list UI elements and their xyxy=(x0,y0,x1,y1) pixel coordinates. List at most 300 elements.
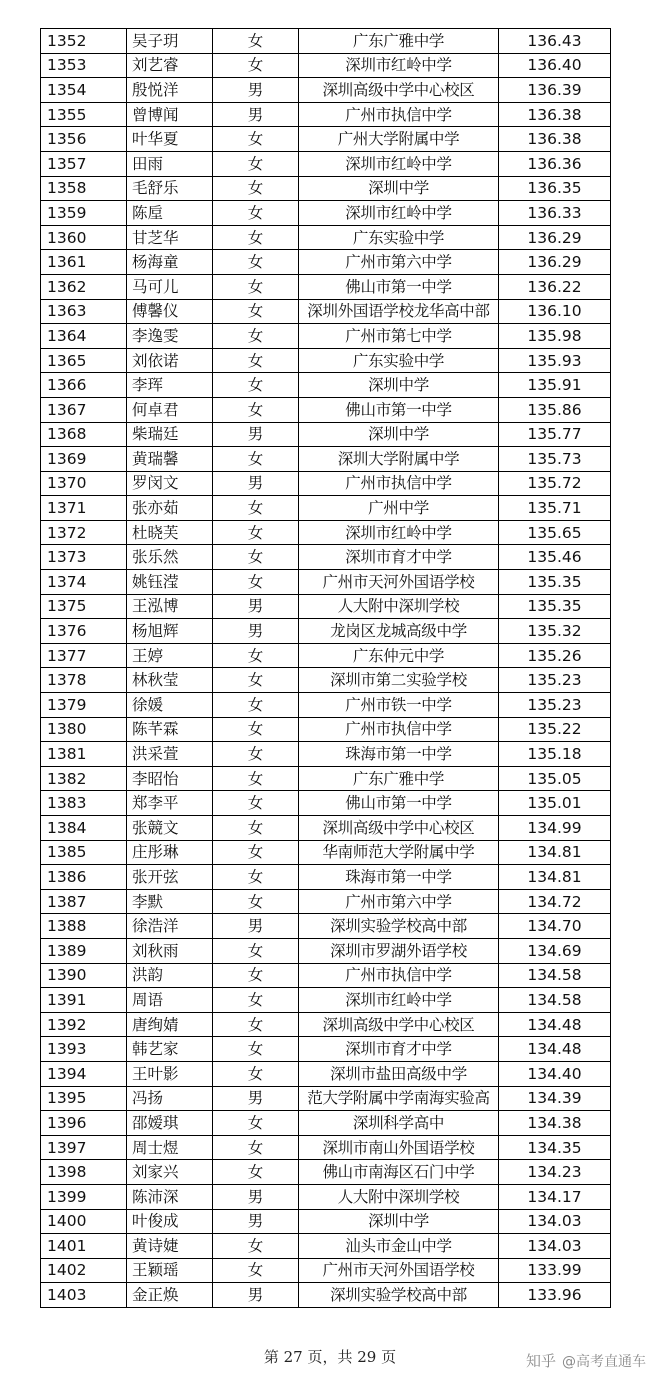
table-body xyxy=(41,29,611,1308)
rank-cell: 1361 xyxy=(41,250,127,275)
table-row xyxy=(41,299,611,324)
gender-cell: 女 xyxy=(213,1012,299,1037)
name-cell: 张开弦 xyxy=(127,865,213,890)
gender-cell: 女 xyxy=(213,373,299,398)
school-cell: 广州市天河外国语学校 xyxy=(299,570,499,595)
rank-cell: 1380 xyxy=(41,717,127,742)
score-cell: 135.65 xyxy=(499,520,611,545)
name-cell: 唐绚婧 xyxy=(127,1012,213,1037)
gender-cell: 女 xyxy=(213,299,299,324)
gender-cell: 女 xyxy=(213,816,299,841)
school-cell: 深圳中学 xyxy=(299,1209,499,1234)
rank-cell: 1401 xyxy=(41,1234,127,1259)
school-cell: 深圳中学 xyxy=(299,176,499,201)
name-cell: 陈芊霖 xyxy=(127,717,213,742)
school-cell: 深圳市红岭中学 xyxy=(299,53,499,78)
name-cell: 林秋莹 xyxy=(127,668,213,693)
name-cell: 洪韵 xyxy=(127,963,213,988)
rank-cell: 1366 xyxy=(41,373,127,398)
page-number-text: 第 27 页，共 29 页 xyxy=(263,1348,397,1366)
school-cell: 深圳市红岭中学 xyxy=(299,151,499,176)
table-row xyxy=(41,963,611,988)
rank-cell: 1389 xyxy=(41,938,127,963)
table-row xyxy=(41,742,611,767)
table-row xyxy=(41,348,611,373)
gender-cell: 女 xyxy=(213,274,299,299)
table-row xyxy=(41,938,611,963)
table-row xyxy=(41,545,611,570)
table-row xyxy=(41,324,611,349)
gender-cell: 女 xyxy=(213,151,299,176)
name-cell: 柴瑞廷 xyxy=(127,422,213,447)
table-row xyxy=(41,693,611,718)
score-cell: 135.73 xyxy=(499,447,611,472)
gender-cell: 女 xyxy=(213,963,299,988)
score-cell: 134.23 xyxy=(499,1160,611,1185)
name-cell: 吴子玥 xyxy=(127,29,213,54)
table-row xyxy=(41,865,611,890)
score-cell: 134.72 xyxy=(499,889,611,914)
rank-cell: 1385 xyxy=(41,840,127,865)
gender-cell: 女 xyxy=(213,447,299,472)
table-row xyxy=(41,447,611,472)
gender-cell: 女 xyxy=(213,520,299,545)
score-cell: 135.22 xyxy=(499,717,611,742)
score-cell: 134.81 xyxy=(499,840,611,865)
school-cell: 广州市第六中学 xyxy=(299,250,499,275)
gender-cell: 男 xyxy=(213,1086,299,1111)
rank-cell: 1394 xyxy=(41,1061,127,1086)
gender-cell: 女 xyxy=(213,348,299,373)
rank-cell: 1354 xyxy=(41,78,127,103)
school-cell: 深圳市育才中学 xyxy=(299,1037,499,1062)
score-cell: 135.98 xyxy=(499,324,611,349)
name-cell: 张競文 xyxy=(127,816,213,841)
score-cell: 136.33 xyxy=(499,201,611,226)
score-cell: 134.58 xyxy=(499,988,611,1013)
gender-cell: 女 xyxy=(213,53,299,78)
rank-cell: 1382 xyxy=(41,766,127,791)
table-row xyxy=(41,570,611,595)
gender-cell: 女 xyxy=(213,250,299,275)
score-cell: 135.77 xyxy=(499,422,611,447)
rank-cell: 1372 xyxy=(41,520,127,545)
rank-cell: 1402 xyxy=(41,1258,127,1283)
rank-cell: 1400 xyxy=(41,1209,127,1234)
table-row xyxy=(41,1111,611,1136)
rank-cell: 1371 xyxy=(41,496,127,521)
school-cell: 佛山市第一中学 xyxy=(299,274,499,299)
score-cell: 134.40 xyxy=(499,1061,611,1086)
school-cell: 龙岗区龙城高级中学 xyxy=(299,619,499,644)
rank-cell: 1379 xyxy=(41,693,127,718)
rank-cell: 1383 xyxy=(41,791,127,816)
rank-cell: 1357 xyxy=(41,151,127,176)
gender-cell: 男 xyxy=(213,102,299,127)
name-cell: 冯扬 xyxy=(127,1086,213,1111)
school-cell: 深圳高级中学中心校区 xyxy=(299,1012,499,1037)
school-cell: 佛山市南海区石门中学 xyxy=(299,1160,499,1185)
score-cell: 135.05 xyxy=(499,766,611,791)
gender-cell: 女 xyxy=(213,693,299,718)
gender-cell: 男 xyxy=(213,1283,299,1308)
school-cell: 深圳市红岭中学 xyxy=(299,201,499,226)
score-cell: 136.36 xyxy=(499,151,611,176)
school-cell: 深圳市育才中学 xyxy=(299,545,499,570)
school-cell: 广州市天河外国语学校 xyxy=(299,1258,499,1283)
name-cell: 张乐然 xyxy=(127,545,213,570)
gender-cell: 男 xyxy=(213,1184,299,1209)
rank-cell: 1373 xyxy=(41,545,127,570)
score-cell: 135.72 xyxy=(499,471,611,496)
score-cell: 135.18 xyxy=(499,742,611,767)
gender-cell: 女 xyxy=(213,570,299,595)
gender-cell: 男 xyxy=(213,594,299,619)
table-row xyxy=(41,1258,611,1283)
gender-cell: 女 xyxy=(213,1160,299,1185)
school-cell: 广州大学附属中学 xyxy=(299,127,499,152)
school-cell: 华南师范大学附属中学 xyxy=(299,840,499,865)
score-cell: 136.22 xyxy=(499,274,611,299)
gender-cell: 女 xyxy=(213,988,299,1013)
gender-cell: 女 xyxy=(213,938,299,963)
name-cell: 陈沛深 xyxy=(127,1184,213,1209)
school-cell: 深圳市南山外国语学校 xyxy=(299,1135,499,1160)
table-row xyxy=(41,766,611,791)
table-row xyxy=(41,397,611,422)
school-cell: 深圳大学附属中学 xyxy=(299,447,499,472)
score-cell: 134.99 xyxy=(499,816,611,841)
gender-cell: 女 xyxy=(213,176,299,201)
name-cell: 李默 xyxy=(127,889,213,914)
rank-cell: 1398 xyxy=(41,1160,127,1185)
name-cell: 叶俊成 xyxy=(127,1209,213,1234)
school-cell: 广东广雅中学 xyxy=(299,29,499,54)
name-cell: 王婷 xyxy=(127,643,213,668)
gender-cell: 女 xyxy=(213,717,299,742)
name-cell: 叶华夏 xyxy=(127,127,213,152)
table-row xyxy=(41,791,611,816)
rank-cell: 1368 xyxy=(41,422,127,447)
table-row xyxy=(41,1135,611,1160)
score-cell: 135.93 xyxy=(499,348,611,373)
table-row xyxy=(41,373,611,398)
table-row xyxy=(41,151,611,176)
gender-cell: 女 xyxy=(213,1258,299,1283)
score-cell: 136.10 xyxy=(499,299,611,324)
gender-cell: 女 xyxy=(213,865,299,890)
name-cell: 毛舒乐 xyxy=(127,176,213,201)
table-row xyxy=(41,1160,611,1185)
name-cell: 王叶影 xyxy=(127,1061,213,1086)
name-cell: 傅馨仪 xyxy=(127,299,213,324)
gender-cell: 女 xyxy=(213,840,299,865)
name-cell: 杨海童 xyxy=(127,250,213,275)
school-cell: 深圳高级中学中心校区 xyxy=(299,816,499,841)
gender-cell: 女 xyxy=(213,791,299,816)
school-cell: 广州市第七中学 xyxy=(299,324,499,349)
school-cell: 深圳市第二实验学校 xyxy=(299,668,499,693)
rank-cell: 1386 xyxy=(41,865,127,890)
score-cell: 134.03 xyxy=(499,1209,611,1234)
table-row xyxy=(41,127,611,152)
name-cell: 周士煜 xyxy=(127,1135,213,1160)
score-cell: 135.32 xyxy=(499,619,611,644)
rank-cell: 1359 xyxy=(41,201,127,226)
school-cell: 广州市执信中学 xyxy=(299,102,499,127)
rank-cell: 1362 xyxy=(41,274,127,299)
gender-cell: 男 xyxy=(213,78,299,103)
score-cell: 134.17 xyxy=(499,1184,611,1209)
table-row xyxy=(41,520,611,545)
gender-cell: 男 xyxy=(213,619,299,644)
school-cell: 深圳外国语学校龙华高中部 xyxy=(299,299,499,324)
rank-cell: 1355 xyxy=(41,102,127,127)
table-row xyxy=(41,1184,611,1209)
name-cell: 杨旭辉 xyxy=(127,619,213,644)
gender-cell: 女 xyxy=(213,29,299,54)
name-cell: 黄瑞馨 xyxy=(127,447,213,472)
gender-cell: 男 xyxy=(213,422,299,447)
table-row xyxy=(41,988,611,1013)
score-cell: 134.48 xyxy=(499,1037,611,1062)
school-cell: 佛山市第一中学 xyxy=(299,397,499,422)
name-cell: 田雨 xyxy=(127,151,213,176)
watermark-account: @高考直通车 xyxy=(562,1353,646,1370)
score-cell: 136.38 xyxy=(499,102,611,127)
table-row xyxy=(41,1086,611,1111)
score-cell: 134.39 xyxy=(499,1086,611,1111)
gender-cell: 女 xyxy=(213,397,299,422)
rank-cell: 1391 xyxy=(41,988,127,1013)
rank-cell: 1374 xyxy=(41,570,127,595)
name-cell: 曾博闻 xyxy=(127,102,213,127)
table-row xyxy=(41,1234,611,1259)
name-cell: 周语 xyxy=(127,988,213,1013)
table-row xyxy=(41,914,611,939)
gender-cell: 女 xyxy=(213,496,299,521)
rank-cell: 1363 xyxy=(41,299,127,324)
name-cell: 杜晓芙 xyxy=(127,520,213,545)
school-cell: 深圳中学 xyxy=(299,373,499,398)
score-cell: 133.96 xyxy=(499,1283,611,1308)
rank-cell: 1392 xyxy=(41,1012,127,1037)
score-cell: 135.71 xyxy=(499,496,611,521)
score-cell: 135.46 xyxy=(499,545,611,570)
table-row xyxy=(41,78,611,103)
table-row xyxy=(41,176,611,201)
name-cell: 马可儿 xyxy=(127,274,213,299)
gender-cell: 女 xyxy=(213,1111,299,1136)
table-row xyxy=(41,102,611,127)
watermark-site: 知乎 xyxy=(525,1352,556,1370)
rank-cell: 1381 xyxy=(41,742,127,767)
gender-cell: 男 xyxy=(213,471,299,496)
table-row xyxy=(41,274,611,299)
score-cell: 134.38 xyxy=(499,1111,611,1136)
school-cell: 深圳市罗湖外语学校 xyxy=(299,938,499,963)
school-cell: 汕头市金山中学 xyxy=(299,1234,499,1259)
school-cell: 深圳实验学校高中部 xyxy=(299,1283,499,1308)
rank-cell: 1377 xyxy=(41,643,127,668)
rank-cell: 1353 xyxy=(41,53,127,78)
score-cell: 136.40 xyxy=(499,53,611,78)
table-row xyxy=(41,668,611,693)
gender-cell: 男 xyxy=(213,914,299,939)
score-cell: 135.26 xyxy=(499,643,611,668)
name-cell: 徐媛 xyxy=(127,693,213,718)
name-cell: 甘芝华 xyxy=(127,225,213,250)
score-cell: 134.81 xyxy=(499,865,611,890)
name-cell: 李逸雯 xyxy=(127,324,213,349)
rank-cell: 1365 xyxy=(41,348,127,373)
name-cell: 李珲 xyxy=(127,373,213,398)
watermark xyxy=(526,1350,646,1371)
name-cell: 王泓博 xyxy=(127,594,213,619)
table-row xyxy=(41,840,611,865)
school-cell: 珠海市第一中学 xyxy=(299,865,499,890)
name-cell: 李昭怡 xyxy=(127,766,213,791)
name-cell: 金正焕 xyxy=(127,1283,213,1308)
name-cell: 邵嫒琪 xyxy=(127,1111,213,1136)
gender-cell: 女 xyxy=(213,1135,299,1160)
name-cell: 刘秋雨 xyxy=(127,938,213,963)
rank-cell: 1403 xyxy=(41,1283,127,1308)
gender-cell: 女 xyxy=(213,1061,299,1086)
table-row xyxy=(41,1061,611,1086)
school-cell: 深圳高级中学中心校区 xyxy=(299,78,499,103)
score-cell: 135.23 xyxy=(499,693,611,718)
school-cell: 广州市执信中学 xyxy=(299,963,499,988)
score-cell: 134.70 xyxy=(499,914,611,939)
score-cell: 135.23 xyxy=(499,668,611,693)
score-cell: 134.69 xyxy=(499,938,611,963)
school-cell: 人大附中深圳学校 xyxy=(299,1184,499,1209)
school-cell: 深圳科学高中 xyxy=(299,1111,499,1136)
school-cell: 珠海市第一中学 xyxy=(299,742,499,767)
rank-cell: 1384 xyxy=(41,816,127,841)
name-cell: 郑李平 xyxy=(127,791,213,816)
name-cell: 刘艺睿 xyxy=(127,53,213,78)
name-cell: 洪采萱 xyxy=(127,742,213,767)
gender-cell: 女 xyxy=(213,1037,299,1062)
school-cell: 广东仲元中学 xyxy=(299,643,499,668)
rank-cell: 1370 xyxy=(41,471,127,496)
school-cell: 人大附中深圳学校 xyxy=(299,594,499,619)
table-row xyxy=(41,816,611,841)
rank-cell: 1358 xyxy=(41,176,127,201)
rank-cell: 1364 xyxy=(41,324,127,349)
rank-cell: 1390 xyxy=(41,963,127,988)
score-cell: 135.35 xyxy=(499,594,611,619)
rank-cell: 1399 xyxy=(41,1184,127,1209)
school-cell: 广东实验中学 xyxy=(299,225,499,250)
rank-cell: 1369 xyxy=(41,447,127,472)
table-row xyxy=(41,29,611,54)
school-cell: 深圳市红岭中学 xyxy=(299,988,499,1013)
table-row xyxy=(41,1283,611,1308)
gender-cell: 女 xyxy=(213,889,299,914)
table-row xyxy=(41,53,611,78)
gender-cell: 女 xyxy=(213,545,299,570)
school-cell: 佛山市第一中学 xyxy=(299,791,499,816)
table-row xyxy=(41,1012,611,1037)
rank-cell: 1393 xyxy=(41,1037,127,1062)
table-row xyxy=(41,225,611,250)
name-cell: 何卓君 xyxy=(127,397,213,422)
school-cell: 广州中学 xyxy=(299,496,499,521)
table-row xyxy=(41,471,611,496)
score-cell: 135.01 xyxy=(499,791,611,816)
score-cell: 135.86 xyxy=(499,397,611,422)
table-row xyxy=(41,717,611,742)
score-cell: 134.03 xyxy=(499,1234,611,1259)
rank-cell: 1396 xyxy=(41,1111,127,1136)
school-cell: 广州市第六中学 xyxy=(299,889,499,914)
rank-cell: 1356 xyxy=(41,127,127,152)
rank-cell: 1397 xyxy=(41,1135,127,1160)
table-row xyxy=(41,250,611,275)
name-cell: 殷悦洋 xyxy=(127,78,213,103)
rank-cell: 1387 xyxy=(41,889,127,914)
score-cell: 136.43 xyxy=(499,29,611,54)
school-cell: 深圳市盐田高级中学 xyxy=(299,1061,499,1086)
gender-cell: 女 xyxy=(213,766,299,791)
table-row xyxy=(41,201,611,226)
table-row xyxy=(41,496,611,521)
name-cell: 韩艺家 xyxy=(127,1037,213,1062)
school-cell: 广东广雅中学 xyxy=(299,766,499,791)
score-cell: 136.29 xyxy=(499,250,611,275)
table-row xyxy=(41,889,611,914)
school-cell: 广东实验中学 xyxy=(299,348,499,373)
rank-cell: 1395 xyxy=(41,1086,127,1111)
score-cell: 134.48 xyxy=(499,1012,611,1037)
table-row xyxy=(41,1209,611,1234)
gender-cell: 女 xyxy=(213,201,299,226)
rank-cell: 1352 xyxy=(41,29,127,54)
name-cell: 张亦茹 xyxy=(127,496,213,521)
name-cell: 罗闵文 xyxy=(127,471,213,496)
score-cell: 136.39 xyxy=(499,78,611,103)
gender-cell: 女 xyxy=(213,668,299,693)
gender-cell: 女 xyxy=(213,324,299,349)
ranking-table xyxy=(40,28,611,1308)
gender-cell: 女 xyxy=(213,643,299,668)
rank-cell: 1360 xyxy=(41,225,127,250)
school-cell: 广州市执信中学 xyxy=(299,471,499,496)
score-cell: 133.99 xyxy=(499,1258,611,1283)
gender-cell: 男 xyxy=(213,1209,299,1234)
school-cell: 广州市执信中学 xyxy=(299,717,499,742)
name-cell: 王颖瑶 xyxy=(127,1258,213,1283)
name-cell: 徐浩洋 xyxy=(127,914,213,939)
rank-cell: 1378 xyxy=(41,668,127,693)
gender-cell: 女 xyxy=(213,1234,299,1259)
score-cell: 135.35 xyxy=(499,570,611,595)
school-cell: 深圳中学 xyxy=(299,422,499,447)
school-cell: 广州市铁一中学 xyxy=(299,693,499,718)
table-row xyxy=(41,619,611,644)
gender-cell: 女 xyxy=(213,742,299,767)
school-cell: 深圳市红岭中学 xyxy=(299,520,499,545)
table-row xyxy=(41,1037,611,1062)
rank-cell: 1375 xyxy=(41,594,127,619)
gender-cell: 女 xyxy=(213,225,299,250)
school-cell: 范大学附属中学南海实验高 xyxy=(299,1086,499,1111)
name-cell: 姚钰滢 xyxy=(127,570,213,595)
name-cell: 庄彤琳 xyxy=(127,840,213,865)
